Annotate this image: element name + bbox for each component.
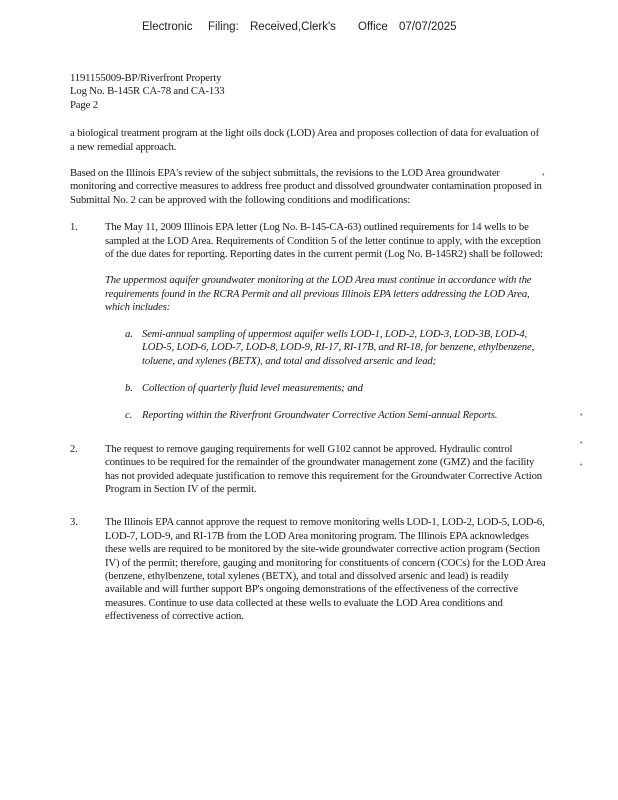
subitem-text: Collection of quarterly fluid level measurements; and: [142, 381, 363, 394]
condition-item-3: [70, 516, 546, 623]
filing-received: Received,Clerk's: [250, 21, 336, 33]
condition-number: 3.: [70, 516, 78, 529]
letter-header-reference: 1191155009-BP/Riverfront Property: [70, 72, 222, 84]
letter-page: [70, 72, 546, 624]
condition-quote: The uppermost aquifer groundwater monitoring at the LOD Area must continue in accordance with the requirements found in the RCRA Permit and all previous Illinois EPA letters addressing the LOD Area, which includes:: [105, 274, 532, 314]
subitem-a: [105, 328, 546, 368]
subitem-letter: b.: [125, 381, 133, 394]
condition-text: The May 11, 2009 Illinois EPA letter (Log No. B-145-CA-63) outlined requirements for 14 wells to be sampled at the LOD Area. Requirements of Condition 5 of the letter continue to apply, with the exception of the due dates for reporting. Reporting dates in the current permit (Log No. B-145R2) shall be followed:: [105, 221, 543, 261]
subitem-b: [105, 382, 546, 395]
scan-speck: •: [542, 172, 545, 179]
scan-speck: •: [580, 412, 583, 419]
letter-header-page: Page 2: [70, 98, 98, 111]
filing-date: 07/07/2025: [399, 21, 457, 33]
condition-text: The Illinois EPA cannot approve the request to remove monitoring wells LOD-1, LOD-2, LOD-5, LOD-6, LOD-7, LOD-9, and RI-17B from the LOD Area monitoring program. The Illinois EPA acknowledges these wells are required to be monitored by the site-wide groundwater corrective action program (Section IV) of the permit; therefore, gauging and monitoring for constituents of concern (COCs) for the LOD Area (benzene, ethylbenzene, total xylenes (BETX), and total and dissolved arsenic and lead) is readily available and will further support BP's ongoing demonstrations of the effectiveness of the corrective measures. Continue to use data collected at these wells to evaluate the LOD Area conditions and effectiveness of corrective action.: [105, 516, 546, 623]
condition-text: The request to remove gauging requirements for well G102 cannot be approved. Hydraulic control continues to be required for the remainder of the groundwater management zone (GMZ) and the facility has not provided adequate justification to remove this requirement for the Groundwater Corrective Action Program in Section IV of the permit.: [105, 442, 542, 495]
approval-paragraph: Based on the Illinois EPA's review of the subject submittals, the revisions to the LOD Area groundwater monitoring and corrective measures to address free product and dissolved groundwater contamination proposed in Submittal No. 2 can be approved with the following conditions and modifications:: [70, 167, 542, 206]
condition-item-2: [70, 443, 546, 497]
subitem-letter: c.: [125, 409, 133, 422]
filing-electronic: Electronic: [142, 21, 193, 33]
subitem-text: Reporting within the Riverfront Groundwater Corrective Action Semi-annual Reports.: [142, 409, 498, 422]
condition-number: 1.: [70, 221, 78, 234]
condition-item-1: [70, 221, 546, 422]
intro-paragraph: a biological treatment program at the light oils dock (LOD) Area and proposes collection of data for evaluation of a new remedial approach.: [70, 127, 540, 153]
subitem-letter: a.: [125, 327, 133, 340]
scan-speck: •: [580, 462, 583, 469]
letter-header-log-number: Log No. B-145R CA-78 and CA-133: [70, 85, 225, 98]
subitem-text: Semi-annual sampling of uppermost aquifer wells LOD-1, LOD-2, LOD-3, LOD-3B, LOD-4, LOD-5, LOD-6, LOD-7, LOD-8, LOD-9, RI-17, RI-17B, and RI-18, for benzene, ethylbenzene, toluene, and xylenes (BETX), and total and dissolved arsenic and lead;: [142, 327, 535, 367]
condition-number: 2.: [70, 442, 78, 455]
filing-label: Filing:: [208, 21, 239, 33]
subitem-c: [105, 409, 546, 422]
filing-office: Office: [358, 21, 388, 33]
scan-speck: •: [580, 440, 583, 447]
letter-header: [70, 72, 546, 112]
